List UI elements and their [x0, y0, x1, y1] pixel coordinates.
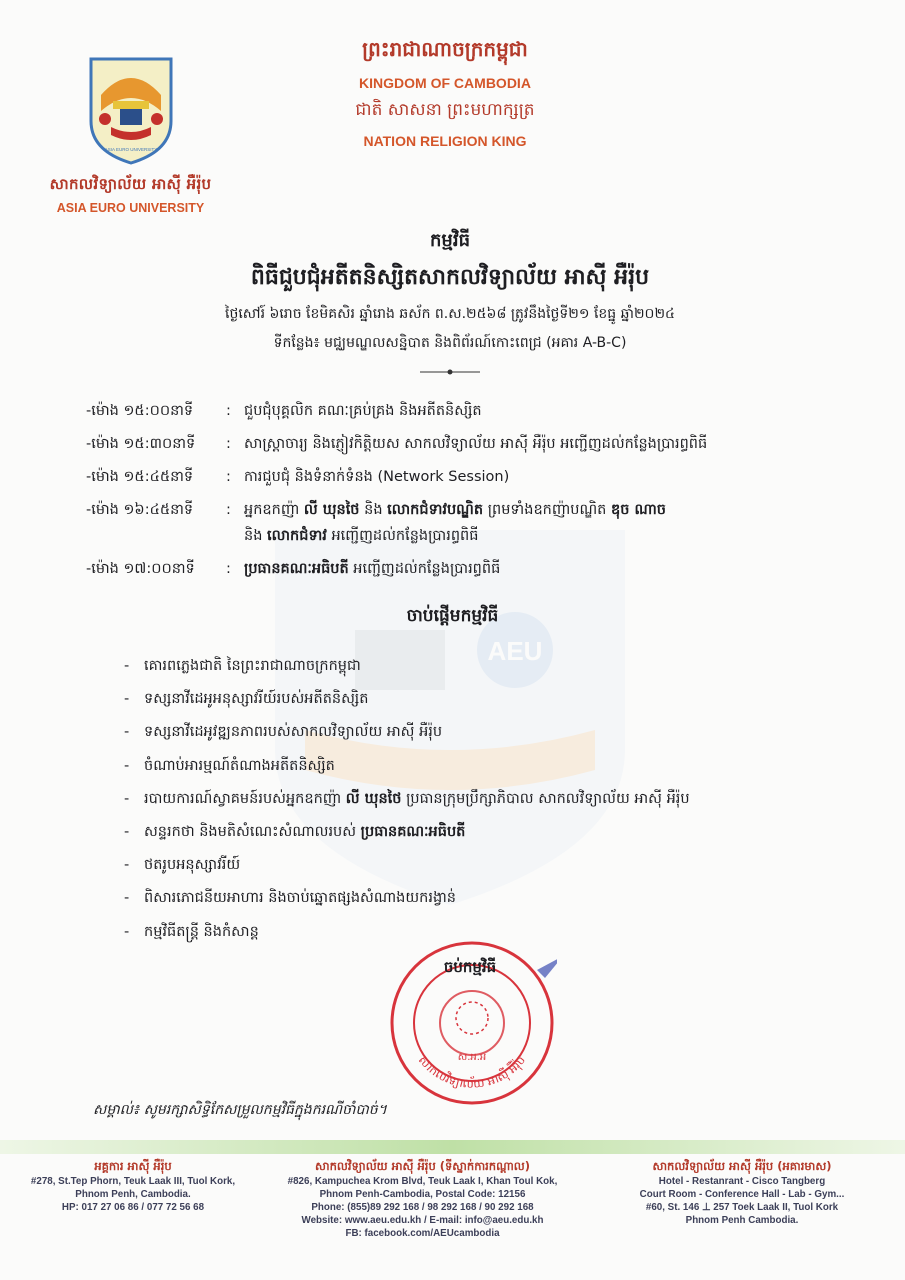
university-logo-block — [28, 55, 233, 215]
agenda-item: - របាយការណ៍ស្វាគមន៍របស់អ្នកឧកញ៉ា លី ឃុនថៃ ប្រធានក្រុមប្រឹក្សាភិបាល សាកលវិទ្យាល័យ អាស៊ី អឺរ៉ុប — [124, 790, 690, 807]
agenda-item: - កម្មវិធីតន្ត្រី និងកំសាន្ត — [124, 923, 259, 940]
kingdom-header — [300, 36, 590, 149]
event-venue: ទីកន្លែង៖ មជ្ឈមណ្ឌលសន្និបាត និងពិព័រណ៍កោះពេជ្រ (អគារ A-B-C) — [273, 335, 627, 351]
agenda-item: - ទស្សនាវីដេអូវឌ្ឍនភាពរបស់សាកលវិទ្យាល័យ អាស៊ី អឺរ៉ុប — [124, 724, 443, 741]
agenda-list — [124, 653, 864, 952]
footer — [0, 1160, 905, 1240]
schedule-time: -ម៉ោង ១៥:៣០នាទី — [86, 436, 196, 452]
agenda-item: - ទស្សនាវីដេអូអនុស្សាវរីយ៍របស់អតីតនិស្សិត — [124, 691, 369, 708]
seal-initials: ស.អ.អ — [457, 1052, 487, 1063]
kingdom-title-kh: ព្រះរាជាណាចក្រកម្ពុជា — [362, 37, 528, 61]
guest-name: ឌុច ណាច — [610, 502, 666, 518]
footer-headquarters: សាកលវិទ្យាល័យ អាស៊ី អឺរ៉ុប (ទីស្នាក់ការកណ្តាល) #826, Kampuchea Krom Blvd, Teuk Laak I, Khan Toul Kok, Phnom Penh-Cambodia, Postal Code: 12156 Phone: (855)89 292 168 / 98 292 168 / 90 292 168 Website: www.aeu.edu.kh / E-mail: info@aeu.edu.kh FB: facebook.com/AEUcambodia — [287, 1159, 558, 1239]
event-date: ថ្ងៃសៅរ៍ ៦រោច ខែមិគសិរ ឆ្នាំរោង ឆស័ក ព.ស.២៥៦៨ ត្រូវនឹងថ្ងៃទី២១ ខែធ្នូ ឆ្នាំ២០២៤ — [225, 306, 675, 322]
schedule-time: -ម៉ោង ១៧:០០នាទី — [86, 561, 195, 577]
university-name-en: ASIA EURO UNIVERSITY — [56, 201, 205, 215]
guest-name: លី ឃុនថៃ — [303, 502, 360, 518]
program-title: កម្មវិធី — [430, 230, 470, 251]
agenda-title: ចាប់ផ្តើមកម្មវិធី — [406, 606, 499, 626]
kingdom-title-en: KINGDOM OF CAMBODIA — [359, 75, 531, 91]
guest-title: ប្រធានគណៈអធិបតី — [244, 561, 349, 577]
schedule-desc: ការជួបជុំ និងទំនាក់ទំនង (Network Session) — [244, 469, 510, 485]
university-name-kh: សាកលវិទ្យាល័យ អាស៊ី អឺរ៉ុប — [49, 175, 212, 193]
footer-gold-building: សាកលវិទ្យាល័យ អាស៊ី អឺរ៉ុប (អគារមាស) Hotel - Restanrant - Cisco Tangberg Court Room - Conference Hall - Lab - Gym... #60, St. 146 ⊥ 257 Toek Laak II, Tuol Kork Phnom Penh Cambodia. — [639, 1159, 845, 1226]
divider-ornament — [420, 368, 480, 376]
agenda-item: - ចំណាប់អារម្មណ៍តំណាងអតីតនិស្សិត — [124, 757, 335, 774]
watermark-badge: AEU — [487, 636, 543, 666]
schedule-desc: សាស្ត្រាចារ្យ និងភ្ញៀវកិត្តិយស សាកលវិទ្យាល័យ អាស៊ី អឺរ៉ុប អញ្ជើញដល់កន្លែងប្រារព្ធពិធី — [244, 436, 708, 452]
agenda-item: - ថតរូបអនុស្សាវរីយ៍ — [124, 857, 241, 874]
agenda-item: - ពិសារភោជនីយអាហារ និងចាប់ឆ្នោតផ្សងសំណាងយករង្វាន់ — [124, 890, 456, 907]
university-logo — [87, 55, 175, 165]
schedule-time: -ម៉ោង ១៥:៤៥នាទី — [86, 469, 194, 485]
agenda-item: - គោរពភ្លេងជាតិ នៃព្រះរាជាណាចក្រកម្ពុជា — [124, 658, 361, 674]
schedule-time: -ម៉ោង ១៥:០០នាទី — [86, 403, 194, 419]
schedule-desc: ប្រធានគណៈអធិបតី អញ្ជើញដល់កន្លែងប្រារព្ធពិធី — [244, 561, 501, 577]
schedule-row: -ម៉ោង ១៦:៤៥នាទី : អ្នកឧកញ៉ា លី ឃុនថៃ និង លោកជំទាវបណ្ឌិត ព្រមទាំងឧកញ៉ាបណ្ឌិត ឌុច ណាច និង លោកជំទាវ អញ្ជើញដល់កន្លែងប្រារព្ធពិធី — [86, 497, 866, 549]
schedule-desc: ជួបជុំបុគ្គលិក គណៈគ្រប់គ្រង និងអតីតនិស្សិត — [244, 403, 482, 419]
schedule-time: -ម៉ោង ១៦:៤៥នាទី — [86, 502, 194, 518]
schedule-list — [86, 398, 866, 589]
schedule-row: -ម៉ោង ១៥:០០នាទី : ជួបជុំបុគ្គលិក គណៈគ្រប់គ្រង និងអតីតនិស្សិត — [86, 398, 866, 424]
footer-office: អគ្គការ អាស៊ី អឺរ៉ុប #278, St.Tep Phorn, Teuk Laak III, Tuol Kork, Phnom Penh, Cambodia. HP: 017 27 06 86 / 077 72 56 68 — [30, 1159, 236, 1213]
seal-ring-text: សាកលវិទ្យាល័យ អាស៊ី អឺរ៉ុប — [415, 1052, 529, 1091]
guest-title: លោកជំទាវ — [267, 528, 327, 544]
guest-title: លោកជំទាវបណ្ឌិត — [387, 502, 484, 518]
schedule-row: -ម៉ោង ១៥:៣០នាទី : សាស្ត្រាចារ្យ និងភ្ញៀវកិត្តិយស សាកលវិទ្យាល័យ អាស៊ី អឺរ៉ុប អញ្ជើញដល់កន្លែងប្រារព្ធពិធី — [86, 431, 866, 457]
motto-en: NATION RELIGION KING — [363, 133, 527, 149]
logo-ribbon-text: ASIA EURO UNIVERSITY — [104, 147, 157, 152]
footnote: សម្គាល់៖ សូមរក្សាសិទ្ធិកែសម្រួលកម្មវិធីក្នុងករណីចាំបាច់។ — [93, 1102, 387, 1118]
event-title: ពិធីជួបជុំអតីតនិស្សិតសាកលវិទ្យាល័យ អាស៊ី អឺរ៉ុប — [250, 264, 650, 290]
motto-kh: ជាតិ សាសនា ព្រះមហាក្សត្រ — [355, 100, 535, 120]
footer-band — [0, 1140, 905, 1154]
schedule-row: -ម៉ោង ១៥:៤៥នាទី : ការជួបជុំ និងទំនាក់ទំនង (Network Session) — [86, 464, 866, 490]
closing-label: ចប់កម្មវិធី — [443, 958, 497, 976]
program-header — [80, 228, 820, 376]
agenda-item: - សន្ទរកថា និងមតិសំណេះសំណាលរបស់ ប្រធានគណៈអធិបតី — [124, 823, 466, 840]
schedule-desc: អ្នកឧកញ៉ា លី ឃុនថៃ និង លោកជំទាវបណ្ឌិត ព្រមទាំងឧកញ៉ាបណ្ឌិត ឌុច ណាច និង លោកជំទាវ អញ្ជើញដល់កន្លែងប្រារព្ធពិធី — [244, 502, 666, 544]
schedule-row: -ម៉ោង ១៧:០០នាទី : ប្រធានគណៈអធិបតី អញ្ជើញដល់កន្លែងប្រារព្ធពិធី — [86, 556, 866, 582]
